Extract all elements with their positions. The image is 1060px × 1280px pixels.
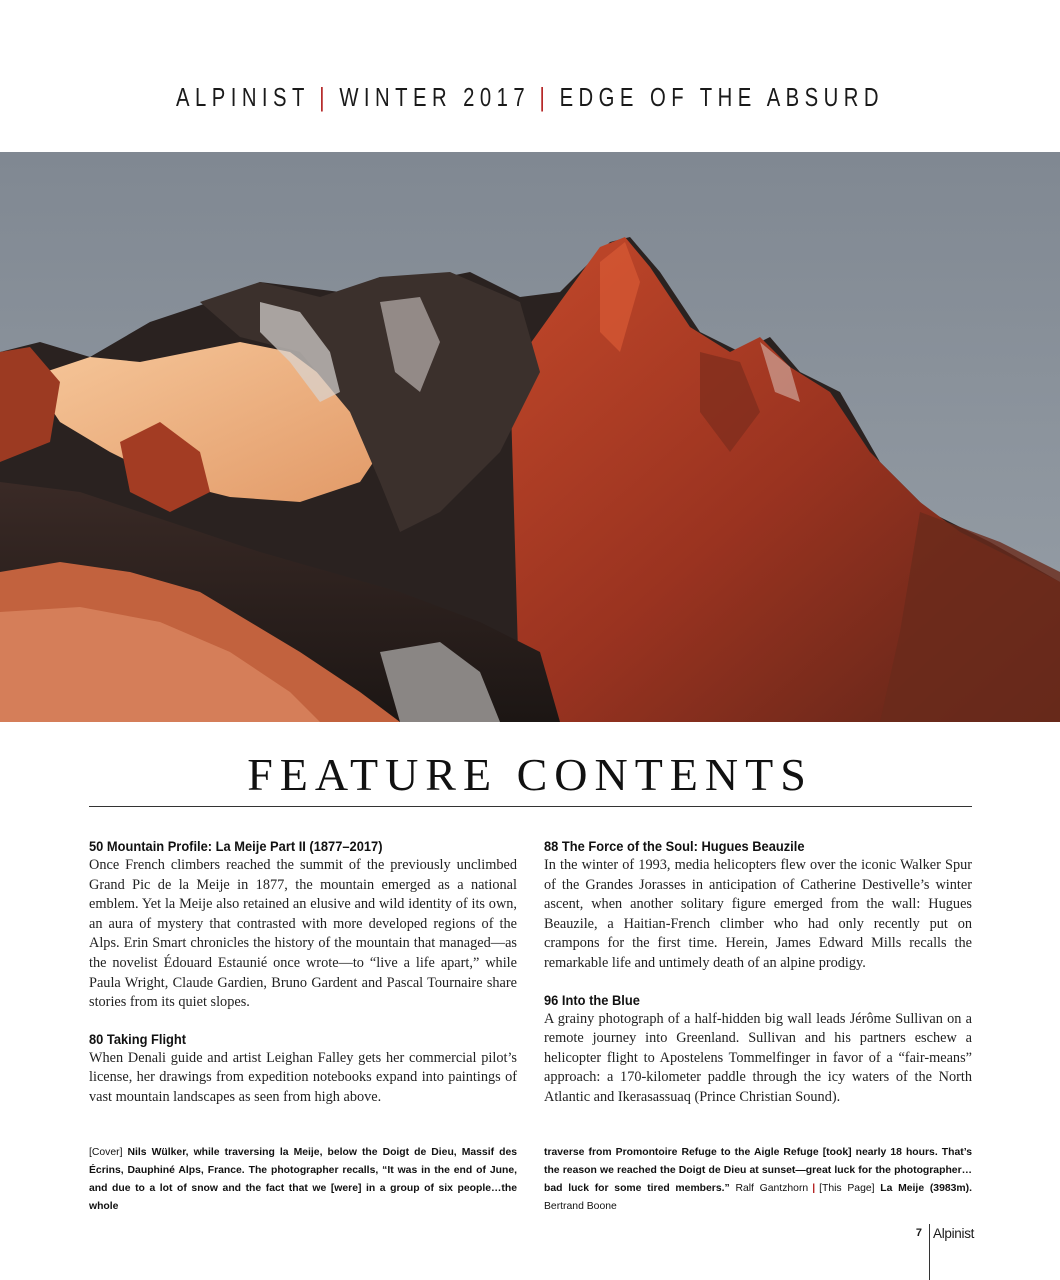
article-body: Once French climbers reached the summit of the previously unclimbed Grand Pic de la Meije in 1877, the mountain emerged as a national emblem. Yet la Meije also retained an elusive and wild identity of its own, an aura of mystery that contrasted with more developed regions of the Alps. Erin Smart chronicles the history of the mountain that managed—as the novelist Édouard Estaunié once wrote—to “live a life apart,” while Paula Wright, Claude Gardien, Bruno Gardent and Pascal Tournaire share stories from its quiet slopes. xyxy=(89,857,517,1011)
photo-caption-left xyxy=(89,1144,517,1216)
folio xyxy=(900,1226,975,1244)
caption-cover-text: Nils Wülker, while traversing la Meije, below the Doigt de Dieu, Massif des Écrins, Dauphiné Alps, France. The photographer recalls, “It was in the end of June, and due to a lot of snow and the fact that we [were] in a group of six people…the whole xyxy=(89,1147,517,1212)
masthead-magazine: ALPINIST xyxy=(176,82,310,112)
article-force-of-the-soul xyxy=(544,838,972,974)
article-heading: 80 Taking Flight xyxy=(89,1030,187,1047)
article-body: In the winter of 1993, media helicopters flew over the iconic Walker Spur of the Grandes Jorasses in anticipation of Catherine Destivelle’s winter ascent, when another solitary figure emerged from the wall: Hugues Beauzile, a Haitian-French climber who had only recently put on crampons for the first time. Herein, James Edward Mills recalls the remarkable life and untimely death of an alpine prodigy. xyxy=(544,857,972,971)
title-divider xyxy=(89,806,972,807)
left-column xyxy=(89,838,517,1126)
photo-caption-right xyxy=(544,1144,972,1216)
caption-page-text: La Meije (3983m). xyxy=(880,1183,972,1194)
caption-page-tag: [This Page] xyxy=(819,1183,875,1194)
masthead-separator: | xyxy=(319,82,330,112)
page-number: 7 xyxy=(915,1227,922,1239)
right-column xyxy=(544,838,972,1126)
mountain-illustration xyxy=(0,152,1060,722)
caption-separator: | xyxy=(812,1183,816,1194)
caption-cover-credit: Ralf Gantzhorn xyxy=(735,1183,809,1194)
article-heading: 88 The Force of the Soul: Hugues Beauzile xyxy=(544,838,805,854)
article-heading: 96 Into the Blue xyxy=(544,991,640,1008)
folio-brand: Alpinist xyxy=(933,1226,975,1241)
article-body: When Denali guide and artist Leighan Falley gets her commercial pilot’s license, her drawings from expedition notebooks expand into paintings of vast mountain landscapes as seen from high above. xyxy=(89,1049,517,1105)
masthead-issue: WINTER 2017 xyxy=(339,82,531,112)
article-body: A grainy photograph of a half-hidden big wall leads Jérôme Sullivan on a remote journey into Greenland. Sullivan and his partners eschew a helicopter flight to Apostelens Tommelfinger in favor of a “fair-means” approach: a 170-kilometer paddle through the icy waters of the North Atlantic and Ikerasassuaq (Prince Christian Sound). xyxy=(544,1010,972,1105)
masthead xyxy=(117,82,944,113)
section-title: FEATURE CONTENTS xyxy=(247,749,813,800)
masthead-theme: EDGE OF THE ABSURD xyxy=(559,82,884,112)
article-into-the-blue xyxy=(544,992,972,1108)
folio-divider xyxy=(929,1224,930,1280)
caption-cover-text-continued: traverse from Promontoire Refuge to the Aigle Refuge [took] nearly 18 hours. That’s the reason we reached the Doigt de Dieu at sunset—great luck for the photographer…bad luck for some tired members.” xyxy=(544,1147,972,1194)
caption-cover-tag: [Cover] xyxy=(89,1147,123,1158)
article-mountain-profile xyxy=(89,838,517,1013)
article-heading: 50 Mountain Profile: La Meije Part II (1877–2017) xyxy=(89,838,383,854)
hero-photo-la-meije xyxy=(0,152,1060,722)
masthead-separator: | xyxy=(539,82,551,112)
article-taking-flight xyxy=(89,1031,517,1108)
caption-page-credit: Bertrand Boone xyxy=(544,1201,617,1212)
